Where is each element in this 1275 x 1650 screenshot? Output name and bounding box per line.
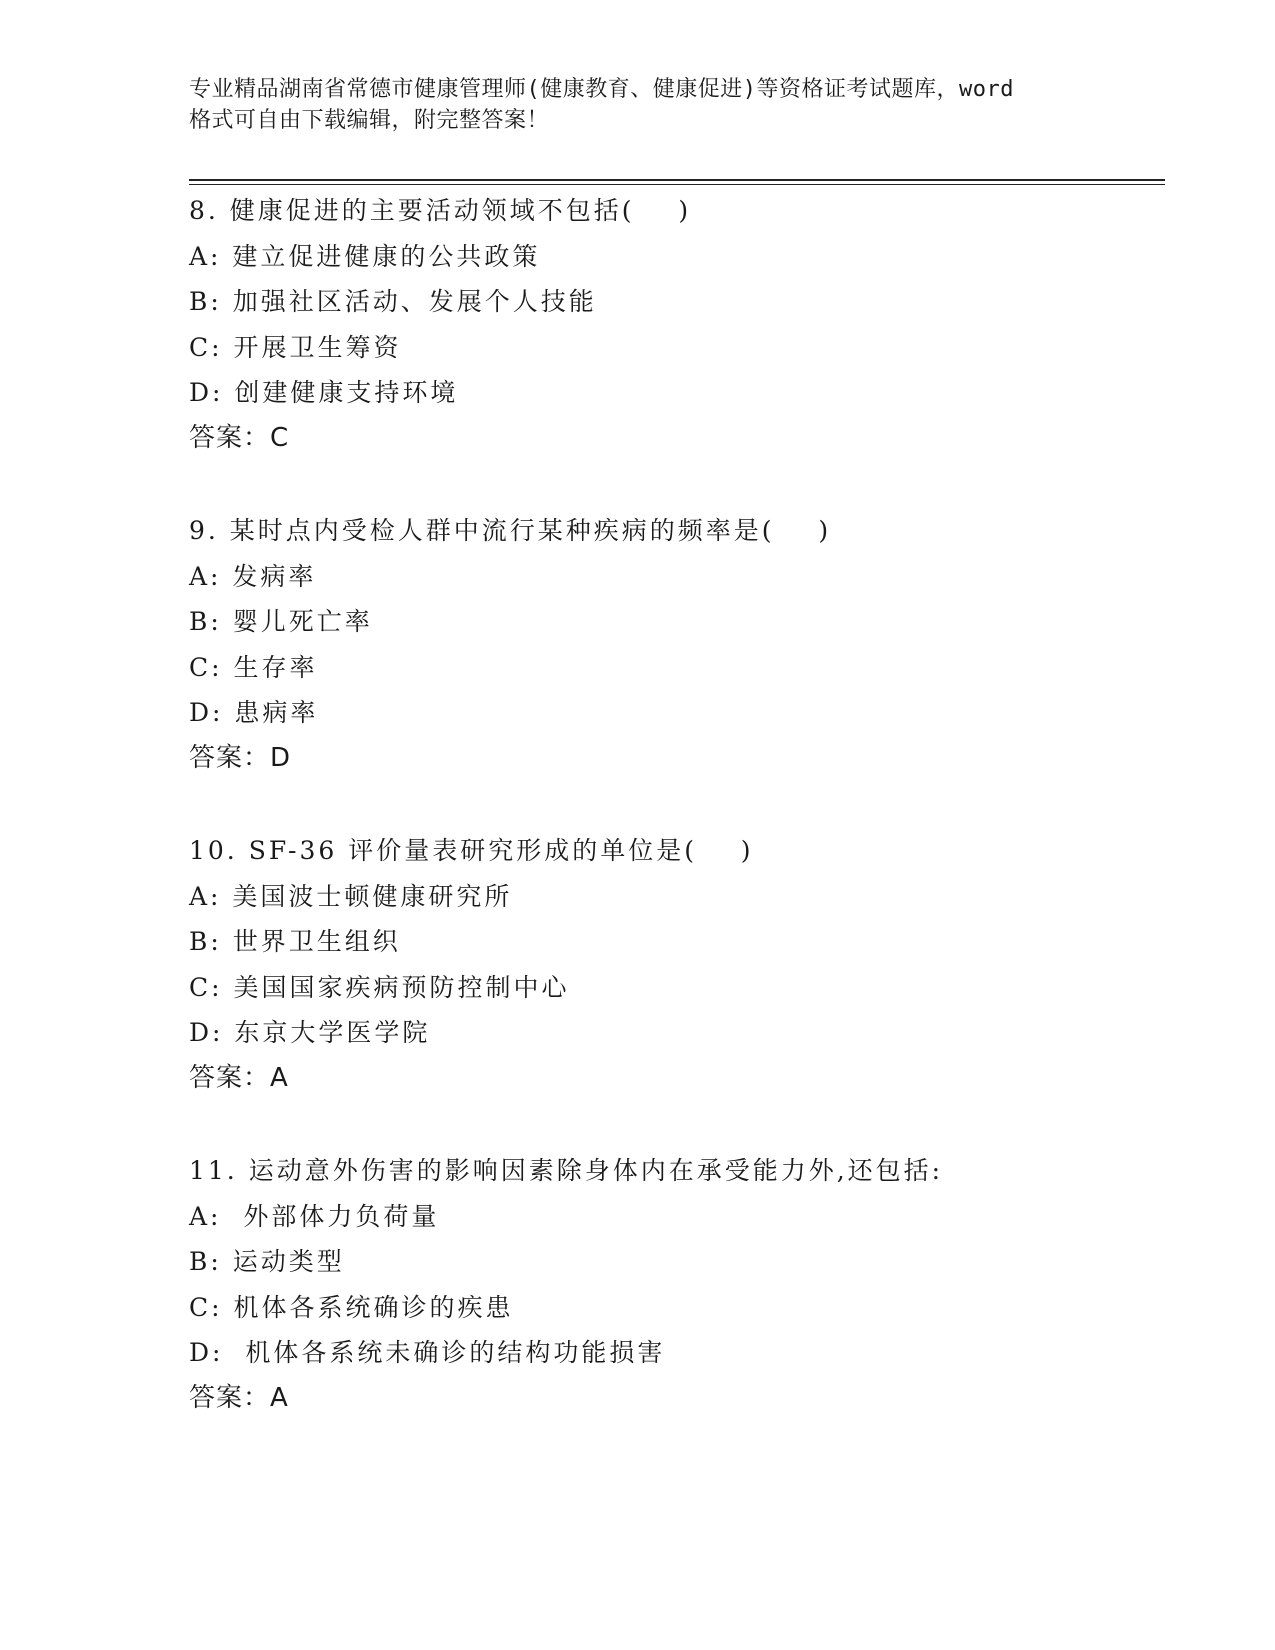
option-c: C: 美国国家疾病预防控制中心 [189,972,570,1002]
option-a: A: 外部体力负荷量 [189,1201,440,1231]
question-stem: 10. SF-36 评价量表研究形成的单位是( ) [189,836,754,865]
answer: 答案：C [189,422,290,453]
header-divider-thick [189,179,1165,181]
question-10 [189,828,1169,1102]
header-line-2: 格式可自由下载编辑，附完整答案！ [189,108,550,133]
answer: 答案：A [189,1062,289,1093]
answer: 答案：D [189,742,292,773]
option-d: D: 东京大学医学院 [189,1018,431,1048]
option-c: C: 生存率 [189,652,318,682]
option-d: D: 创建健康支持环境 [189,378,459,408]
question-8 [189,188,1169,462]
option-c: C: 机体各系统确诊的疾患 [189,1292,514,1322]
option-a: A: 建立促进健康的公共政策 [189,241,541,271]
option-c: C: 开展卫生筹资 [189,332,402,362]
option-a: A: 美国波士顿健康研究所 [189,881,513,911]
question-11 [189,1148,1169,1422]
question-9 [189,508,1169,782]
question-stem: 11. 运动意外伤害的影响因素除身体内在承受能力外,还包括: [189,1156,944,1185]
answer: 答案：A [189,1382,289,1413]
document-header [189,74,1089,136]
option-b: B: 运动类型 [189,1247,345,1277]
option-b: B: 世界卫生组织 [189,927,401,957]
header-divider-thin [189,184,1165,185]
option-d: D: 患病率 [189,698,319,728]
question-stem: 8. 健康促进的主要活动领域不包括( ) [189,196,692,225]
option-b: B: 加强社区活动、发展个人技能 [189,287,597,317]
option-a: A: 发病率 [189,561,317,591]
question-stem: 9. 某时点内受检人群中流行某种疾病的频率是( ) [189,516,832,545]
option-d: D: 机体各系统未确诊的结构功能损害 [189,1338,666,1368]
header-line-1: 专业精品湖南省常德市健康管理师(健康教育、健康促进)等资格证考试题库，word [189,77,1014,102]
option-b: B: 婴儿死亡率 [189,607,373,637]
